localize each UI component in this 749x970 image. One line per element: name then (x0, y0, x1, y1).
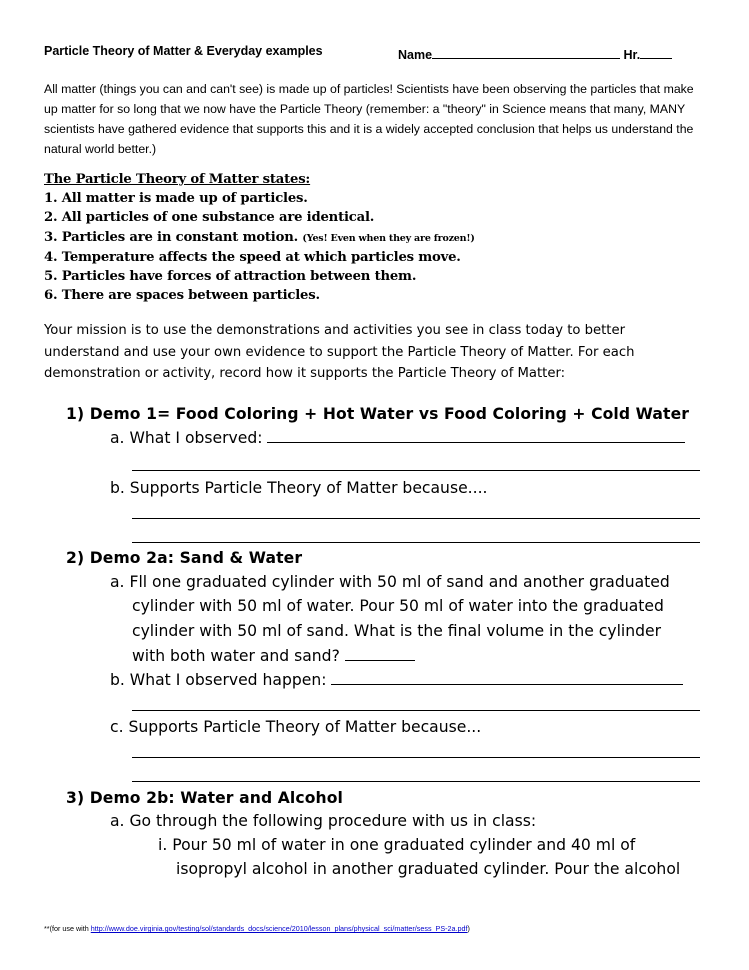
demo1-a-answer-line-2[interactable] (132, 470, 700, 471)
mission-paragraph: Your mission is to use the demonstrations and activities you see in class today to better understand and use your own evidence to support the Particle Theory of Matter. For each demonstration or activity, record how it supports the Particle Theory of Matter: (44, 323, 635, 381)
intro-paragraph: All matter (things you can and can't see) is made up of particles! Scientists have been observing the particles that make up matter for so long that we now have the Particle Theory (remember: a "theory" in Science means that many, MANY scientists have gathered evidence that supports this and it is a widely accepted conclusion that helps us understand the natural world better.) (44, 82, 694, 156)
demo2-heading (66, 549, 302, 567)
demo3-title: Demo 2b: Water and Alcohol (89, 789, 343, 807)
theory-statement-5: 5. Particles have forces of attraction between them. (44, 269, 417, 285)
demo3-step-i-line-1: i. Pour 50 ml of water in one graduated cylinder and 40 ml of (158, 836, 636, 854)
demo2-c-answer-line-1[interactable] (132, 757, 700, 758)
demo1-a-answer-blank[interactable] (267, 428, 685, 443)
demo1-b-answer-line-2[interactable] (132, 542, 700, 543)
demo2-question-b (110, 670, 683, 689)
demo2-a-line-4-text: with both water and sand? (132, 647, 340, 665)
demo1-title: Demo 1= Food Coloring + Hot Water vs Food Coloring + Cold Water (89, 405, 690, 423)
demo1-a-label: a. What I observed: (110, 429, 263, 447)
worksheet-title: Particle Theory of Matter & Everyday examples (44, 44, 323, 58)
demo3-number: 3) (66, 789, 85, 807)
demo3-heading (66, 789, 343, 807)
demo2-question-a-line-2: cylinder with 50 ml of water. Pour 50 ml of water into the graduated (132, 597, 664, 615)
hour-label: Hr. (623, 48, 641, 62)
demo2-number: 2) (66, 549, 85, 567)
demo2-question-a-line-3: cylinder with 50 ml of sand. What is the final volume in the cylinder (132, 622, 662, 640)
demo2-b-label: b. What I observed happen: (110, 671, 327, 689)
source-link[interactable]: http://www.doe.virginia.gov/testing/sol/standards_docs/science/2010/lesson_plans/physical_sci/matter/sess_PS-2a.pdf (90, 924, 468, 933)
footer-prefix: **(for use with (44, 924, 91, 933)
footer-suffix: ) (467, 924, 470, 933)
theory-statement-4: 4. Temperature affects the speed at which particles move. (44, 249, 461, 265)
demo2-b-answer-blank[interactable] (331, 670, 683, 685)
demo2-b-answer-line-2[interactable] (132, 710, 700, 711)
name-hour-field (398, 44, 672, 62)
demo1-b-answer-line-1[interactable] (132, 518, 700, 519)
demo3-question-a: a. Go through the following procedure with us in class: (110, 812, 537, 830)
theory-statement-2: 2. All particles of one substance are identical. (44, 210, 375, 226)
theory-statement-3 (44, 228, 704, 248)
particle-theory-box (44, 170, 704, 305)
demo3-step-i-line-2: isopropyl alcohol in another graduated cylinder. Pour the alcohol (176, 860, 681, 878)
demo2-question-a-line-1: a. Fll one graduated cylinder with 50 ml of sand and another graduated (110, 573, 670, 591)
hour-blank[interactable] (640, 44, 672, 59)
demo2-question-c: c. Supports Particle Theory of Matter because... (110, 718, 482, 736)
demo2-c-answer-line-2[interactable] (132, 781, 700, 782)
demo1-question-a (110, 428, 685, 447)
theory-statement-1: 1. All matter is made up of particles. (44, 191, 308, 207)
demo1-number: 1) (66, 405, 85, 423)
demo1-heading (66, 405, 689, 423)
footer-citation (44, 924, 470, 933)
name-blank[interactable] (432, 44, 620, 59)
theory-statement-6: 6. There are spaces between particles. (44, 288, 320, 304)
theory-statement-3-text: 3. Particles are in constant motion. (44, 229, 298, 245)
demo2-question-a-line-4 (132, 646, 415, 665)
demo1-question-b: b. Supports Particle Theory of Matter because.... (110, 479, 488, 497)
theory-heading: The Particle Theory of Matter states: (44, 172, 311, 187)
theory-statement-3-note: (Yes! Even when they are frozen!) (302, 232, 475, 244)
demo2-title: Demo 2a: Sand & Water (89, 549, 303, 567)
name-label: Name (398, 48, 433, 62)
final-volume-blank[interactable] (345, 646, 415, 661)
